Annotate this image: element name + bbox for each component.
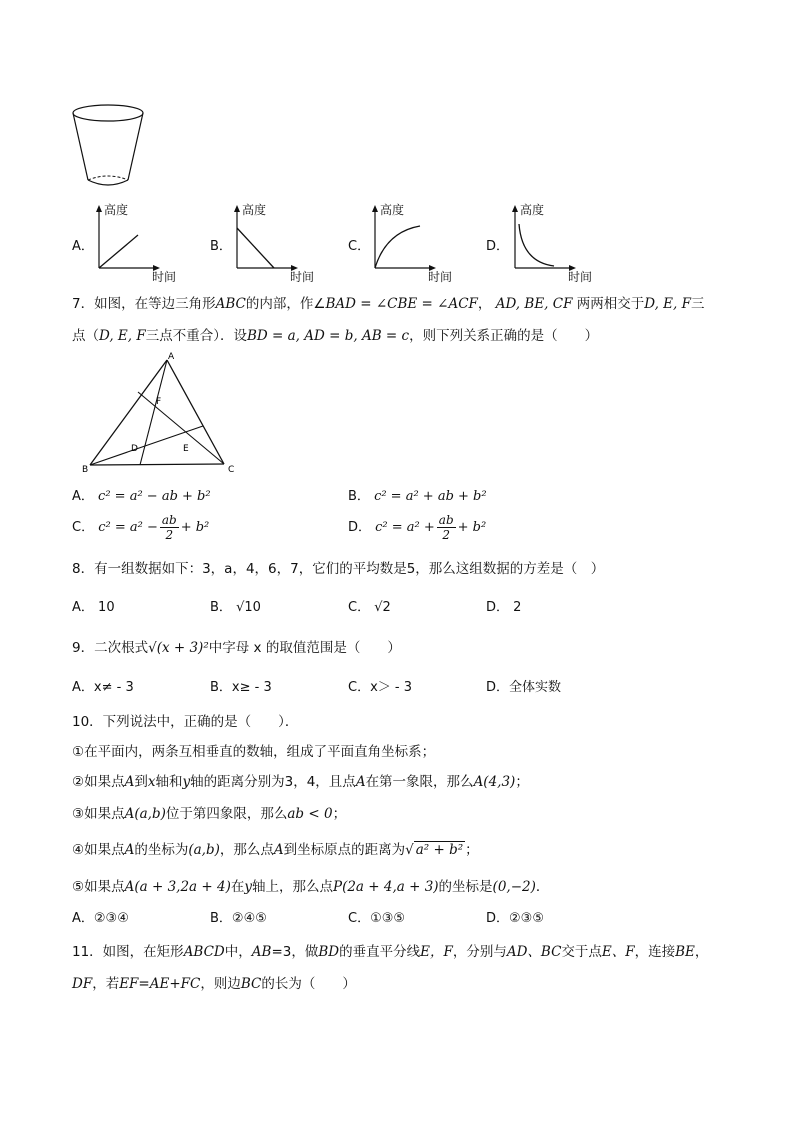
q7-option-c[interactable]: C． c² = a² − $\frac{ab}{2}$ + b² <box>72 513 210 542</box>
q9-option-c[interactable]: C．x＞ - 3 <box>348 680 412 695</box>
q10-option-c[interactable]: C．①③⑤ <box>348 911 406 926</box>
segment-cf <box>138 392 224 464</box>
label-a: A <box>168 352 175 362</box>
q7-line-2: 点（D, E, F三点不重合）．设BD = a, AD = b, AB = c，则下列关系正确的是（ ） <box>72 328 599 344</box>
q10-option-b[interactable]: B．②④⑤ <box>210 911 267 926</box>
side-bc <box>90 464 224 465</box>
q6-b-xlabel: 时间 <box>290 270 315 284</box>
q8-option-a[interactable]: A． 10 <box>72 600 115 615</box>
q10-statement-5: ⑤如果点A(a + 3,2a + 4)在y轴上，那么点P(2a + 4,a + 3)的坐标是(0,−2)． <box>72 879 550 895</box>
graph-d-curve <box>519 224 554 266</box>
q6-option-d-label: D． <box>486 239 510 254</box>
q6-option-b-label: B． <box>210 239 232 254</box>
q11-line-2: DF，若EF=AE+FC，则边BC的长为（ ） <box>72 976 356 992</box>
q6-option-a-label: A． <box>72 239 94 254</box>
q6-b-ylabel: 高度 <box>242 203 267 217</box>
graph-b-curve <box>237 228 274 268</box>
q8-option-d[interactable]: D． 2 <box>486 600 522 615</box>
cup-base-front <box>88 180 128 185</box>
q9-option-a[interactable]: A．x≠ - 3 <box>72 680 134 695</box>
q6-d-ylabel: 高度 <box>520 203 545 217</box>
q9-question: 9．二次根式√(x + 3)²中字母 x 的取值范围是（ ） <box>72 640 401 656</box>
q9-option-d[interactable]: D．全体实数 <box>486 680 562 695</box>
q9-option-b[interactable]: B．x≥ - 3 <box>210 680 272 695</box>
q7-line-1: 7．如图，在等边三角形ABC的内部，作∠BAD = ∠CBE = ∠ACF， AD, BE, CF 两两相交于D, E, F三 <box>72 296 705 312</box>
graph-c-curve <box>375 226 420 268</box>
q6-option-c-label: C． <box>348 239 371 254</box>
q6-c-ylabel: 高度 <box>380 203 405 217</box>
q10-option-a[interactable]: A．②③④ <box>72 911 129 926</box>
q11-line-1: 11．如图，在矩形ABCD中，AB=3，做BD的垂直平分线E，F，分别与AD、BC交于点E、F，连接BE， <box>72 944 709 960</box>
q7-option-d[interactable]: D． c² = a² + $\frac{ab}{2}$ + b² <box>348 513 487 542</box>
q10-statement-2: ②如果点A到x轴和y轴的距离分别为3，4，且点A在第一象限，那么A(4,3)； <box>72 774 529 790</box>
cup-right-side <box>128 113 143 180</box>
cup-rim <box>73 105 143 121</box>
cup-base-back <box>88 176 128 180</box>
side-ac <box>167 360 224 464</box>
q6-d-xlabel: 时间 <box>568 270 593 284</box>
q8-option-c[interactable]: C． √2 <box>348 600 391 615</box>
label-c: C <box>228 465 235 475</box>
q8-option-b[interactable]: B． √10 <box>210 600 261 615</box>
label-d: D <box>131 444 138 454</box>
q6-a-ylabel: 高度 <box>104 203 129 217</box>
graph-a-curve <box>99 235 138 268</box>
label-e: E <box>183 444 189 454</box>
q10-title: 10．下列说法中，正确的是（ ）． <box>72 714 299 730</box>
q10-statement-3: ③如果点A(a,b)位于第四象限，那么ab < 0； <box>72 806 347 822</box>
label-b: B <box>82 465 89 475</box>
q10-statement-1: ①在平面内，两条互相垂直的数轴，组成了平面直角坐标系； <box>72 744 436 760</box>
q8-question: 8．有一组数据如下：3，a，4，6，7，它们的平均数是5，那么这组数据的方差是（ ） <box>72 561 605 577</box>
cup-left-side <box>73 113 88 180</box>
q9-radical: √(x + 3)² <box>148 640 209 656</box>
q10-option-d[interactable]: D．②③⑤ <box>486 911 544 926</box>
q10-statement-4: ④如果点A的坐标为(a,b)，那么点A到坐标原点的距离为√ a² + b² ； <box>72 842 479 858</box>
q7-option-a[interactable]: A． c² = a² − ab + b² <box>72 489 211 504</box>
q6-c-xlabel: 时间 <box>428 270 453 284</box>
label-f: F <box>156 397 162 407</box>
q6-a-xlabel: 时间 <box>152 270 177 284</box>
q7-option-b[interactable]: B． c² = a² + ab + b² <box>348 489 487 504</box>
cup-figure <box>66 100 156 195</box>
side-ab <box>90 360 167 465</box>
triangle-figure <box>78 350 248 475</box>
